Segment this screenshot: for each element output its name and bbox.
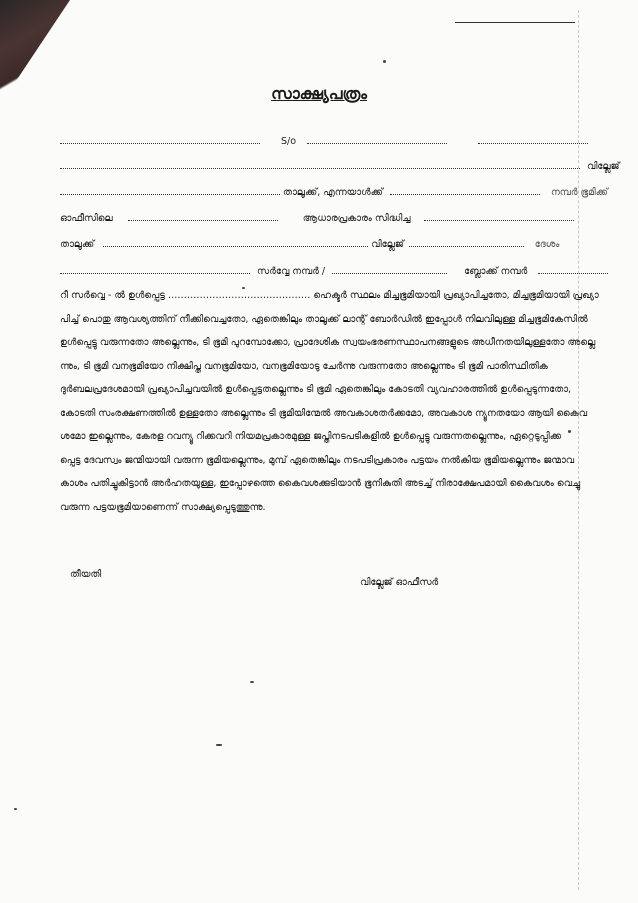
survey-field[interactable]: [332, 264, 447, 274]
form-line-taluk: [60, 185, 608, 198]
taluk-field[interactable]: [60, 185, 280, 195]
form-line-village: [60, 159, 619, 172]
form-line-desam: [60, 237, 559, 250]
aadharam-label: ആധാരപ്രകാരം സിദ്ധിച്ച: [302, 213, 411, 224]
desam-label: ദേശം: [534, 239, 560, 250]
thandaper-field[interactable]: [390, 185, 540, 195]
body-line: പ്പെട്ട ദേവസ്വം ജന്മിയായി വരുന്ന ഭൂമിയല്ലെന്നും, മുമ്പ് ഏതെങ്കിലും നടപടിപ്രകാരം പട്ടയം നൽകിയ ഭൂമിയല്ലെന്നും ജന്മാവ: [60, 454, 575, 466]
date-label: തീയതി: [70, 569, 102, 580]
body-line: ന്നും, ടി ഭൂമി വനഭൂമിയോ നിക്ഷിപ്ത വനഭൂമിയോ, വനഭൂമിയോടു ചേർന്നു വരുന്നതോ അല്ലെന്നും ടി ഭൂമി പാരിസ്ഥിതിക: [60, 360, 548, 372]
block-field[interactable]: [538, 264, 608, 274]
body-line: ദുർബലപ്രദേശമായി പ്രഖ്യാപിച്ചവയിൽ ഉൾപ്പെട്ടതല്ലെന്നും ടി ഭൂമി ഏതെങ്കിലും കോടതി വ്യവഹാരത്തിൽ ഉൾപ്പെടുന്നതോ,: [60, 384, 572, 395]
survey-label: സർവ്വേ നമ്പർ /: [257, 266, 326, 277]
block-label: ബ്ലോക്ക് നമ്പർ: [464, 266, 528, 277]
certificate-body: [60, 284, 620, 519]
desam-field[interactable]: [60, 264, 250, 274]
body-line: ശമോ ഇല്ലെന്നും, കേരള റവന്യൂ റിക്കവറി നിയമപ്രകാരമുള്ള ജപ്തിനടപടികളിൽ ഉൾപ്പെട്ടു വരുന്നതല്ലെന്നും, ഏറ്റെടുപ്പിക്ക: [60, 431, 562, 442]
village-field-2[interactable]: [409, 237, 524, 247]
page-title: സാക്ഷ്യപത്രം: [271, 84, 367, 103]
body-line: കാശം പതിച്ചുകിട്ടാൻ അർഹതയുള്ള, ഇപ്പോഴത്തെ കൈവശക്കുടിയാൻ ഭൂനികുതി അടച്ച് നിരാക്ഷേപമായി കൈവശം വെച്ചു: [60, 478, 581, 489]
body-line: വരുന്ന പട്ടയഭൂമിയാണെന്ന് സാക്ഷ്യപ്പെടുത്തുന്നു.: [60, 501, 266, 513]
father-name-field[interactable]: [307, 134, 447, 144]
village-field[interactable]: [60, 159, 580, 169]
form-line-name: [60, 134, 588, 147]
deed-field[interactable]: [424, 211, 574, 221]
taluk-field-2[interactable]: [103, 237, 368, 247]
sro-field[interactable]: [128, 211, 278, 221]
village-label: വില്ലേജ്: [587, 161, 620, 172]
line3-tail: നമ്പർ ഭൂമിക്ക്: [550, 187, 608, 198]
office-label: ഓഫീസിലെ: [60, 213, 113, 224]
so-label: S/o: [281, 136, 297, 147]
village-label-2: വില്ലേജ്: [371, 239, 404, 250]
taluk-label-2: താലൂക്ക്: [60, 239, 95, 250]
village-officer-label: വില്ലേജ് ഓഫീസർ: [360, 577, 439, 588]
form-line-office: [60, 211, 574, 224]
body-line: പിച്ച് പൊതു ആവശ്യത്തിന് നീക്കിവെച്ചതോ, ഏതെങ്കിലും താലൂക്ക് ലാന്റ് ബോർഡിൽ ഇപ്പോൾ നിലവിലുള്ള മിച്ചഭൂമികേസിൽ: [60, 313, 588, 325]
top-stroke-mark: [455, 22, 575, 23]
body-line: കോടതി സംരക്ഷണത്തിൽ ഉള്ളതോ അല്ലെന്നും ടി ഭൂമിയിന്മേൽ അവകാശതർക്കമോ, അവകാശ ന്യൂനതയോ ആയി കൈവ: [60, 407, 588, 419]
form-line-survey: [60, 264, 608, 277]
body-line: റീ സർവ്വെ - ൽ ഉൾപ്പെട്ട ……………………………………… ഹെക്ടർ സ്ഥലം മിച്ചഭൂമിയായി പ്രഖ്യാപിച്ചതോ, മിച്ചഭൂമിയായി പ്രഖ്യാ: [60, 290, 599, 301]
taluk-label: താലൂക്ക്, എന്നയാൾക്ക്: [283, 187, 383, 198]
address-field[interactable]: [478, 134, 588, 144]
body-line: ഉൾപ്പെട്ടു വരുന്നതോ അല്ലെന്നും, ടി ഭൂമി പുറമ്പോക്കോ, പ്രാദേശിക സ്വയംഭരണസ്ഥാപനങ്ങളുടെ അധീനതയിലുള്ളതോ അല്ലെ: [60, 337, 596, 348]
name-field[interactable]: [60, 134, 260, 144]
